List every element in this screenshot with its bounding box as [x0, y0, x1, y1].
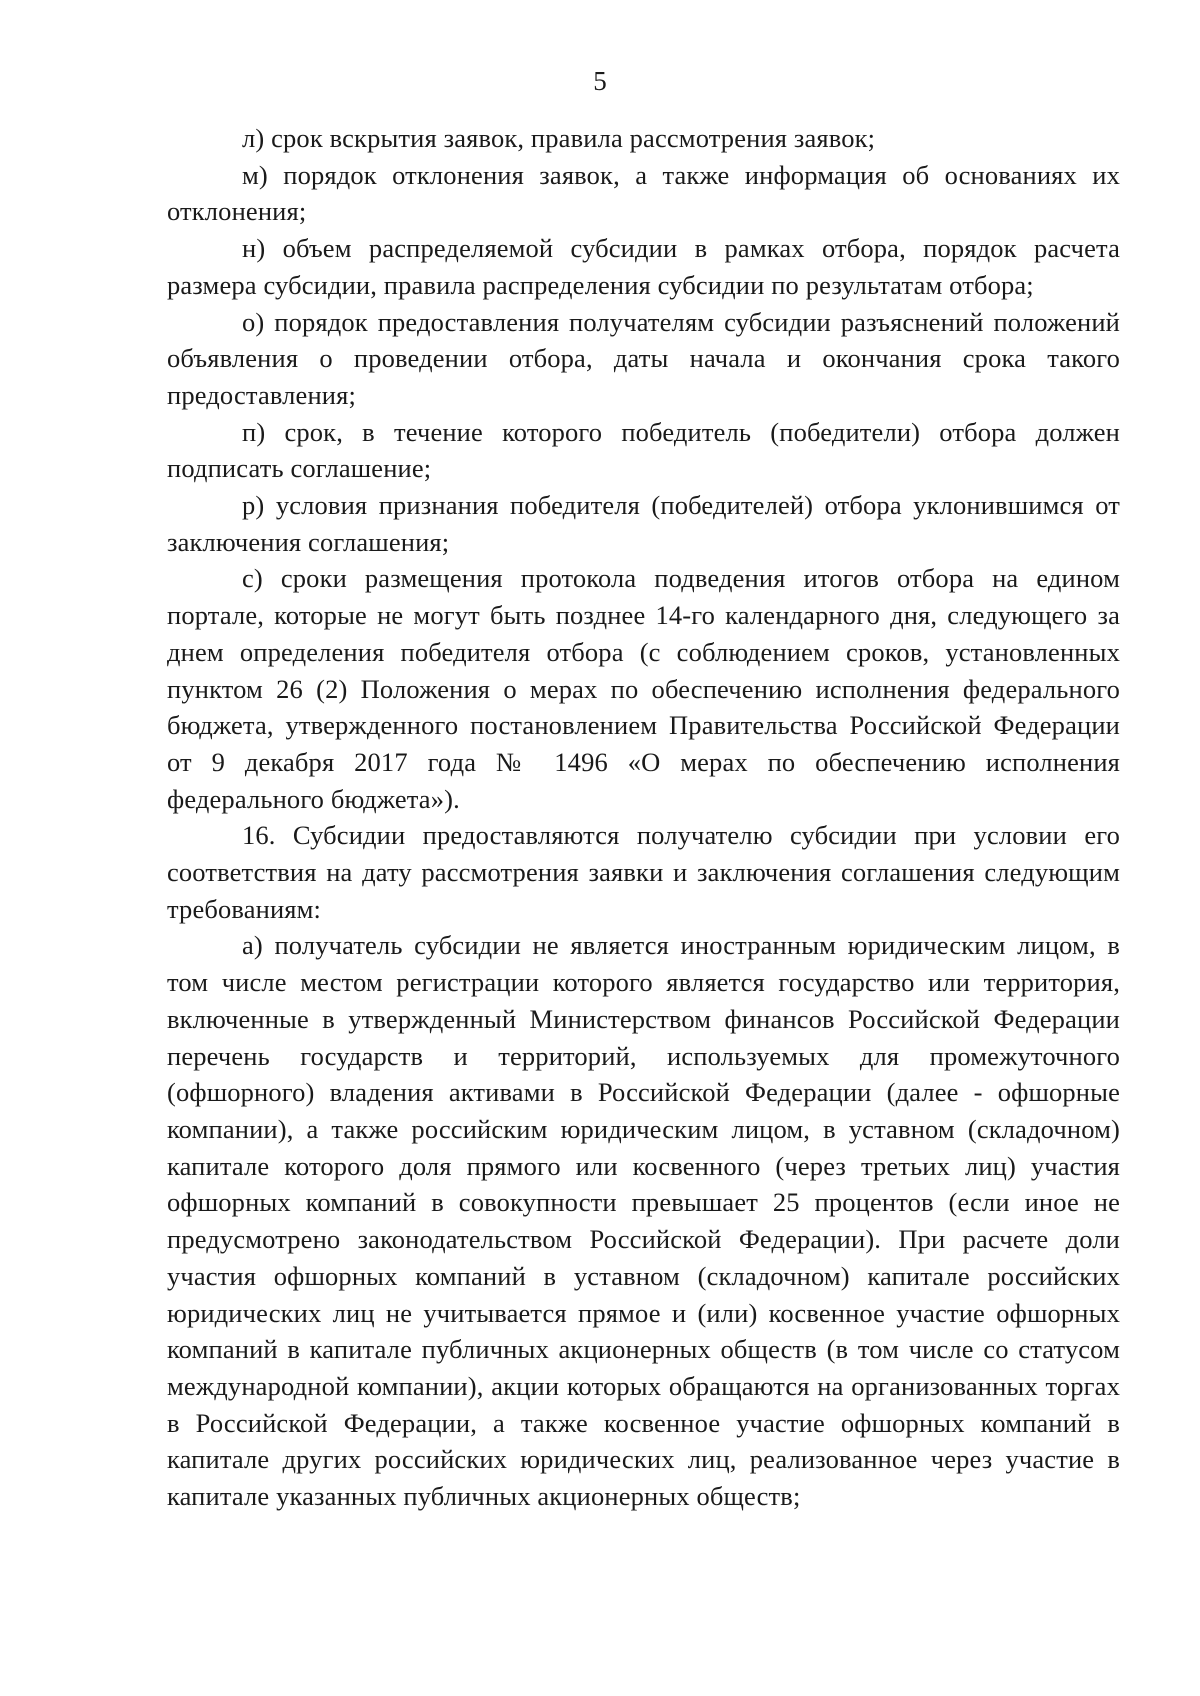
paragraph-item-a: а) получатель субсидии не является иностранным юридическим лицом, в том числе местом регистрации которого является государство или территория, включенные в утвержденный Министерством финансов Российской Федерации перечень государств и территорий, используемых для промежуточного (офшорного) владения активами в Российской Федерации (далее - офшорные компании), а также российским юридическим лицом, в уставном (складочном) капитале которого доля прямого или косвенного (через третьих лиц) участия офшорных компаний в совокупности превышает 25 процентов (если иное не предусмотрено законодательством Российской Федерации). При расчете доли участия офшорных компаний в уставном (складочном) капитале российских юридических лиц не учитывается прямое и (или) косвенное участие офшорных компаний в капитале публичных акционерных обществ (в том числе со статусом международной компании), акции которых обращаются на организованных торгах в Российской Федерации, а также косвенное участие офшорных компаний в капитале других российских юридических лиц, реализованное через участие в капитале указанных публичных акционерных обществ; — [167, 930, 1120, 1512]
paragraph-item-m: м) порядок отклонения заявок, а также информация об основаниях их отклонения; — [167, 159, 1120, 227]
paragraph-item-r: р) условия признания победителя (победителей) отбора уклонившимся от заключения соглашения; — [167, 490, 1120, 557]
paragraph-item-o: о) порядок предоставления получателям субсидии разъяснений положений объявления о проведении отбора, даты начала и окончания срока такого предоставления; — [167, 306, 1120, 410]
paragraph-item-n: н) объем распределяемой субсидии в рамках отбора, порядок расчета размера субсидии, правила распределения субсидии по результатам отбора; — [167, 233, 1120, 300]
paragraph-item-l: л) срок вскрытия заявок, правила рассмотрения заявок; — [242, 123, 876, 153]
document-body — [167, 120, 1120, 1515]
page-number: 5 — [593, 66, 607, 96]
paragraph-clause-16: 16. Субсидии предоставляются получателю субсидии при условии его соответствия на дату рассмотрения заявки и заключения соглашения следующим требованиям: — [167, 820, 1120, 924]
paragraph-item-p: п) срок, в течение которого победитель (победители) отбора должен подписать соглашение; — [167, 416, 1120, 484]
paragraph-item-s: с) сроки размещения протокола подведения итогов отбора на едином портале, которые не могут быть позднее 14-го календарного дня, следующего за днем определения победителя отбора (с соблюдением сроков, установленных пунктом 26 (2) Положения о мерах по обеспечению исполнения федерального бюджета, утвержденного постановлением Правительства Российской Федерации от 9 декабря 2017 года № 1496 «О мерах по обеспечению исполнения федерального бюджета»). — [167, 563, 1120, 814]
